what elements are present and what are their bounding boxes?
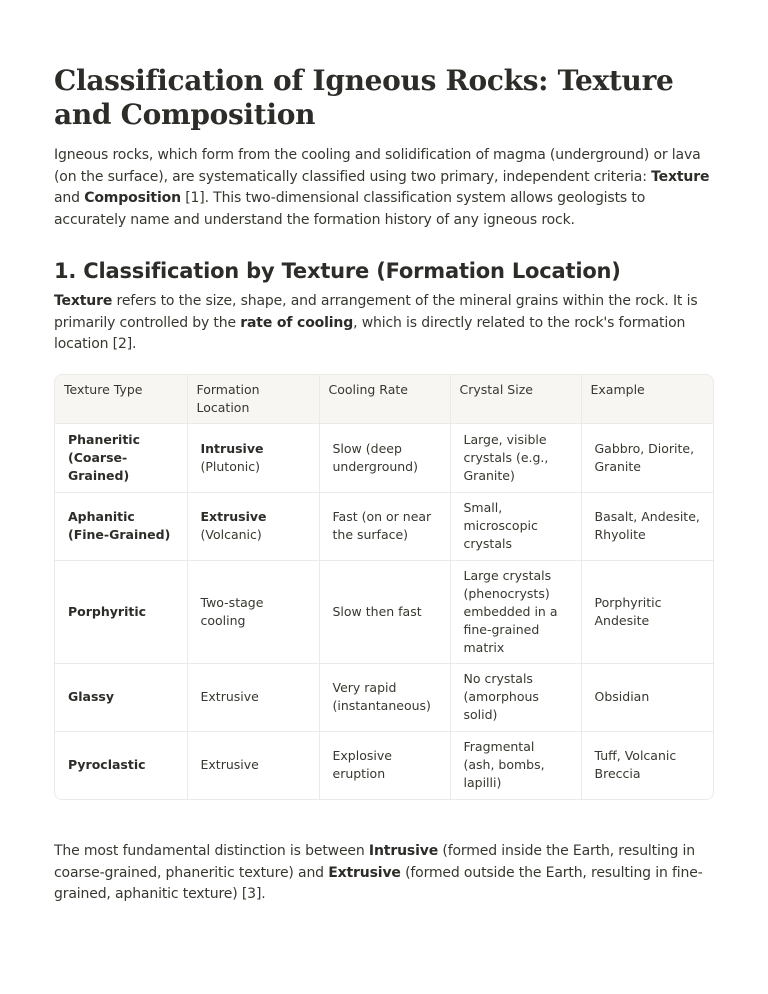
cell-formation-location: Two-stage cooling: [187, 560, 319, 663]
location-rest: (Volcanic): [200, 527, 262, 542]
rate-of-cooling-bold: rate of cooling: [240, 314, 354, 331]
location-bold: Extrusive: [200, 509, 267, 524]
cell-cooling-rate: Very rapid (instantaneous): [319, 663, 450, 731]
cell-texture-type: Pyroclastic: [55, 731, 187, 799]
header-crystal-size: Crystal Size: [450, 375, 581, 424]
header-example: Example: [581, 375, 713, 424]
header-cooling-rate: Cooling Rate: [319, 375, 450, 424]
location-rest: (Plutonic): [200, 458, 261, 474]
intro-text: [1]. This two-dimensional classification system allows geologists to accurately name and understand the formation history of any igneous rock.: [54, 190, 646, 228]
cell-cooling-rate: Explosive eruption: [319, 731, 450, 799]
cell-example: Tuff, Volcanic Breccia: [594, 748, 677, 782]
cell-formation-location: Extrusive: [187, 731, 319, 799]
cell-texture-type: Phaneritic (Coarse-Grained): [55, 423, 187, 492]
cell-crystal-size: Large, visible crystals (e.g., Granite): [450, 423, 581, 492]
cell-formation-location: [187, 423, 319, 492]
cell-texture-type: Glassy: [55, 663, 187, 731]
table-row: [55, 423, 713, 492]
section-heading-texture: 1. Classification by Texture (Formation Location): [54, 259, 621, 283]
closing-text: (formed inside the Earth, resulting in coarse-grained, phaneritic texture) and: [54, 843, 695, 881]
table-row: [55, 731, 713, 799]
cell-cooling-rate: Fast (on or near the surface): [319, 492, 450, 560]
intro-bold-texture: Texture: [651, 168, 710, 185]
closing-text: The most fundamental distinction is between: [54, 843, 369, 859]
texture-table-container: [54, 374, 714, 801]
table-row: [55, 492, 713, 560]
cell-example: Basalt, Andesite, Rhyolite: [581, 492, 713, 560]
texture-bold: Texture: [54, 293, 113, 309]
header-formation-location: Formation Location: [187, 375, 319, 424]
cell-example: Porphyritic Andesite: [581, 560, 713, 663]
cell-formation-location: [187, 492, 319, 560]
table-header-row: [55, 375, 713, 424]
cell-example: Gabbro, Diorite, Granite: [581, 423, 713, 492]
cell-example: Obsidian: [581, 663, 713, 731]
texture-text: , which is directly related to the rock's formation location [2].: [54, 314, 686, 352]
texture-table: [55, 375, 713, 800]
cell-cooling-rate: Slow then fast: [319, 560, 450, 663]
table-row: [55, 663, 713, 731]
texture-text: refers to the size, shape, and arrangement of the mineral grains within the rock. It is primarily controlled by the: [54, 293, 698, 331]
location-bold: Intrusive: [200, 440, 264, 456]
closing-text: (formed outside the Earth, resulting in fine-grained, aphanitic texture) [3].: [54, 864, 703, 902]
intro-text: Igneous rocks, which form from the cooling and solidification of magma (underground) or lava (on the surface), are systematically classified using two primary, independent criteria:: [54, 147, 701, 185]
extrusive-bold: Extrusive: [328, 864, 401, 881]
closing-paragraph: [54, 841, 714, 906]
intro-bold-composition: Composition: [84, 190, 181, 206]
cell-crystal-size: Large crystals (phenocrysts) embedded in a fine-grained matrix: [450, 560, 581, 663]
texture-paragraph: [54, 291, 714, 356]
intro-paragraph: [54, 145, 714, 231]
cell-formation-location: Extrusive: [187, 663, 319, 731]
intrusive-bold: Intrusive: [368, 843, 439, 859]
table-row: [55, 560, 713, 663]
cell-cooling-rate: Slow (deep underground): [319, 423, 450, 492]
header-texture-type: Texture Type: [55, 375, 187, 424]
cell-crystal-size: Small, microscopic crystals: [450, 492, 581, 560]
cell-crystal-size: No crystals (amorphous solid): [450, 663, 581, 731]
intro-text: and: [54, 190, 85, 206]
page-title: Classification of Igneous Rocks: Texture and Composition: [54, 64, 674, 131]
cell-crystal-size: Fragmental (ash, bombs, lapilli): [450, 731, 581, 799]
cell-texture-type: Aphanitic (Fine-Grained): [55, 492, 187, 560]
cell-texture-type: Porphyritic: [55, 560, 187, 663]
